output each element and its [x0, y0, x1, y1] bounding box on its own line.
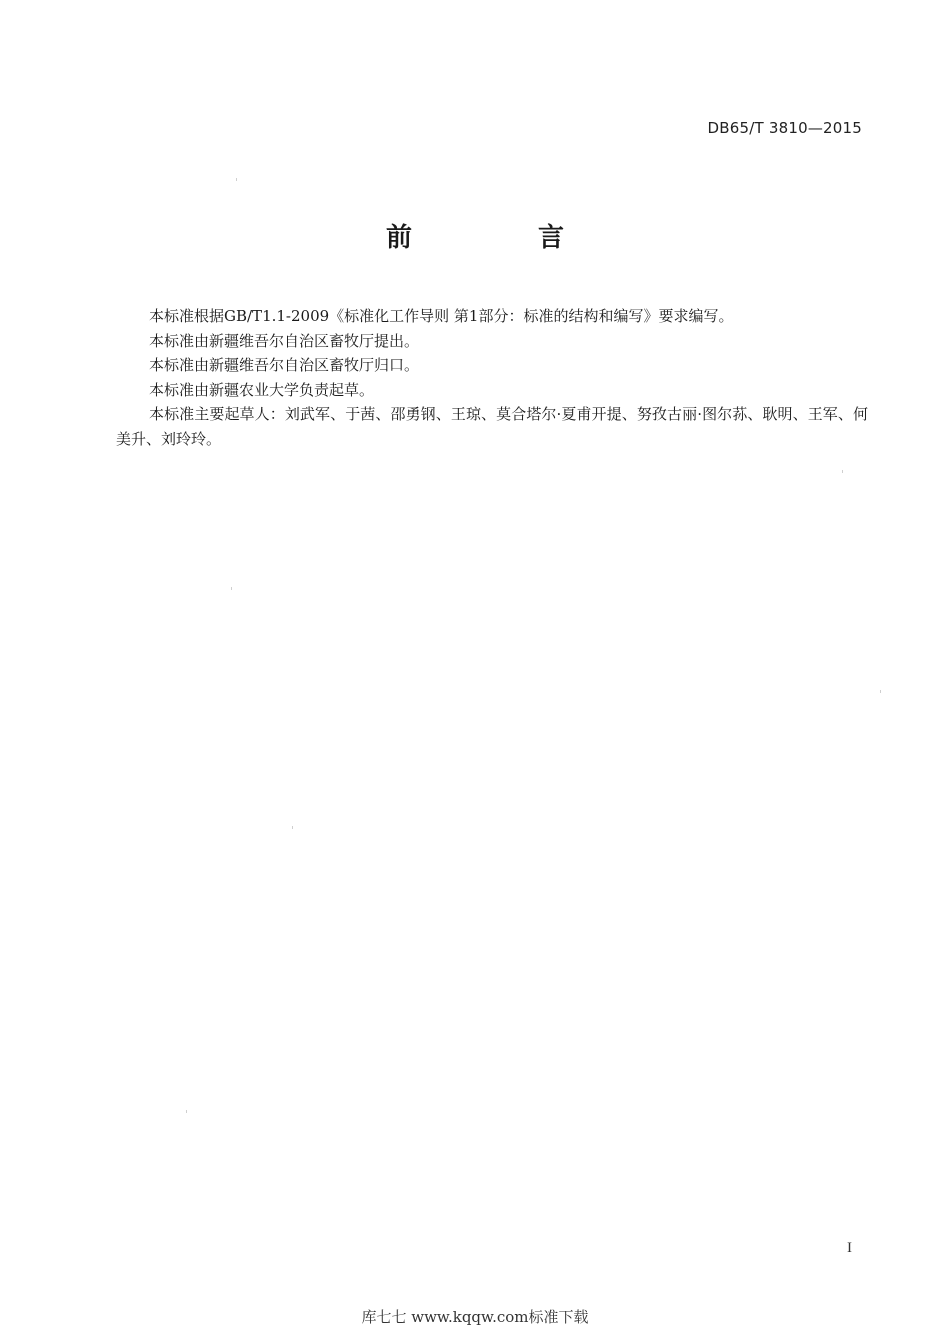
standard-code: DB65/T 3810—2015 [707, 119, 862, 137]
foreword-body [116, 304, 868, 451]
paragraph: 本标准根据GB/T1.1-2009《标准化工作导则 第1部分：标准的结构和编写》要求编写。 [149, 307, 734, 325]
scan-speck [292, 826, 293, 829]
paragraph: 本标准由新疆维吾尔自治区畜牧厅提出。 [149, 331, 420, 350]
paragraph: 本标准由新疆农业大学负责起草。 [149, 380, 375, 399]
scan-speck [231, 587, 232, 590]
scan-speck [842, 470, 843, 473]
scan-speck [236, 178, 237, 181]
scan-speck [880, 690, 881, 693]
footer-watermark: 库七七 www.kqqw.com标准下载 [361, 1308, 589, 1326]
page-number: I [847, 1240, 852, 1256]
page-title: 前 言 [385, 223, 614, 253]
paragraph: 本标准主要起草人：刘武军、于茜、邵勇钢、王琼、莫合塔尔·夏甫开提、努孜古丽·图尔荪、耿明、王军、何美升、刘玲玲。 [116, 405, 868, 448]
scan-speck [186, 1110, 187, 1113]
paragraph: 本标准由新疆维吾尔自治区畜牧厅归口。 [149, 356, 420, 374]
